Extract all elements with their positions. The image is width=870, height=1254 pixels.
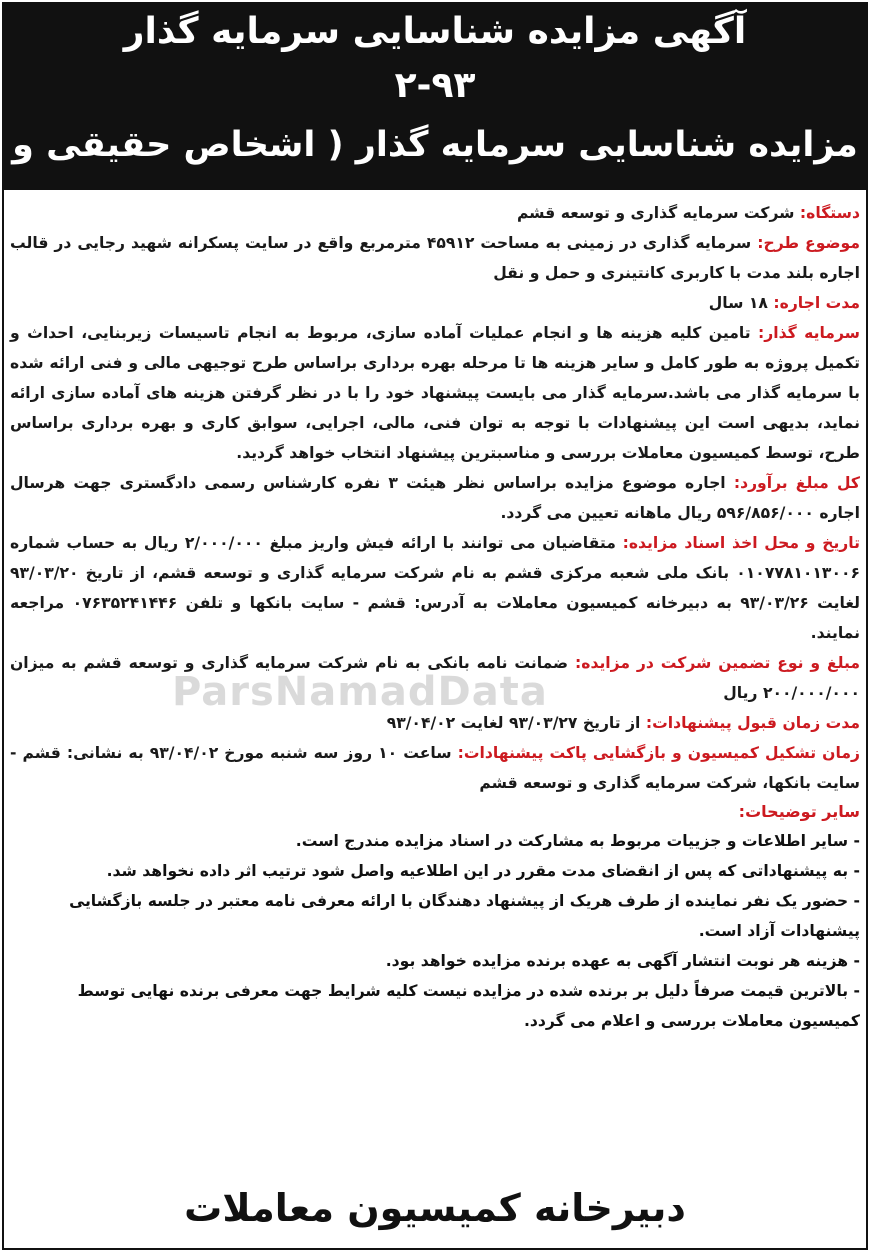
section-label: موضوع طرح: [757,234,860,252]
section-label: تاریخ و محل اخذ اسناد مزایده: [622,534,860,552]
section-label: مدت اجاره: [773,294,860,312]
section-text: از تاریخ ۹۳/۰۳/۲۷ لغایت ۹۳/۰۴/۰۲ [386,714,641,732]
notice-body [4,190,866,1036]
notice-subtitle: مزایده شناسایی سرمایه گذار ( اشخاص حقیقی و حقوقی ) [12,125,858,227]
note-item: - حضور یک نفر نماینده از طرف هریک از پیشنهاد دهندگان با ارائه معرفی نامه معتبر در جلسه بازگشایی پیشنهادات آزاد است. [69,892,860,940]
section-text: ساعت ۱۰ روز سه شنبه مورخ ۹۳/۰۴/۰۲ به نشانی: قشم - سایت بانکها، شرکت سرمایه گذاری و توسعه قشم [10,744,860,792]
section-document-date-place [10,528,860,648]
tender-notice [2,2,868,1250]
section-project-subject [10,228,860,288]
section-text: ۱۸ سال [708,294,768,312]
section-text: متقاضیان می توانند با ارائه فیش واریز مبلغ ۲/۰۰۰/۰۰۰ ریال به حساب شماره ۰۱۰۷۷۸۱۰۱۳۰۰۶ بانک ملی شعبه مرکزی قشم به نام شرکت سرمایه گذاری و توسعه قشم، از تاریخ ۹۳/۰۳/۲۰ لغایت ۹۳/۰۳/۲۶ به دبیرخانه کمیسیون معاملات به آدرس: قشم - سایت بانکها و تلفن ۰۷۶۳۵۲۴۱۴۴۶ مراجعه نمایند. [10,534,860,642]
note-item: - به پیشنهاداتی که پس از انقضای مدت مقرر در این اطلاعیه واصل شود ترتیب اثر داده نخواهد شد. [106,862,860,880]
note-item: - سایر اطلاعات و جزییات مربوط به مشارکت در اسناد مزایده مندرج است. [295,832,860,850]
section-estimated-amount [10,468,860,528]
section-text: تامین کلیه هزینه ها و انجام عملیات آماده سازی، مربوط به انجام تاسیسات زیربنایی، احداث و تکمیل پروژه به طور کامل و سایر هزینه ها تا مرحله بهره برداری براساس طرح توجیهی مالی و فنی ارائه شده با سرمایه گذار می باشد.سرمایه گذار می بایست پیشنهاد خود را با در نظر گرفتن هزینه های آماده سازی ارائه نماید، بدیهی است این پیشنهادات با توجه به توان فنی، مالی، اجرایی، سوابق کاری و بهره برداری براساس طرح، توسط کمیسیون معاملات بررسی و مناسبترین پیشنهاد انتخاب خواهد گردید. [10,324,860,462]
section-text: اجاره موضوع مزایده براساس نظر هیئت ۳ نفره کارشناس رسمی دادگستری جهت هرسال اجاره ۵۹۶/۸۵۶/۰۰۰ ریال ماهانه تعیین می گردد. [10,474,860,522]
notice-number: ۲-۹۳ [394,65,476,106]
section-investor [10,318,860,468]
section-label: مدت زمان قبول پیشنهادات: [645,714,860,732]
notice-title: آگهی مزایده شناسایی سرمایه گذار [123,11,747,52]
section-text: سرمایه گذاری در زمینی به مساحت ۴۵۹۱۲ مترمربع واقع در سایت پسکرانه شهید رجایی در قالب اجاره بلند مدت با کاربری کانتینری و حمل و نقل [10,234,860,282]
section-proposal-period [10,708,860,738]
section-label: کل مبلغ برآورد: [733,474,860,492]
watermark: ParsNamadData [172,669,548,715]
section-opening-session [10,738,860,798]
section-label: دستگاه: [799,204,860,222]
section-label: مبلغ و نوع تضمین شرکت در مزایده: [575,654,860,672]
section-text: ضمانت نامه بانکی به نام شرکت سرمایه گذاری و توسعه قشم به میزان ۲۰۰/۰۰۰/۰۰۰ ریال [10,654,860,702]
footer-signature: دبیرخانه کمیسیون معاملات [184,1186,686,1230]
note-item: - هزینه هر نوبت انتشار آگهی به عهده برنده مزایده خواهد بود. [385,952,860,970]
notes-title: سایر توضیحات: [738,802,860,821]
section-label: زمان تشکیل کمیسیون و بازگشایی پاکت پیشنهادات: [457,744,860,762]
section-guarantee [10,648,860,708]
note-item: - بالاترین قیمت صرفاً دلیل بر برنده شده در مزایده نیست کلیه شرایط جهت معرفی برنده نهایی توسط کمیسیون معاملات بررسی و اعلام می گردد. [77,982,860,1030]
section-text: شرکت سرمایه گذاری و توسعه قشم [516,204,795,222]
section-label: سرمایه گذار: [758,324,860,342]
section-lease-duration [10,288,860,318]
